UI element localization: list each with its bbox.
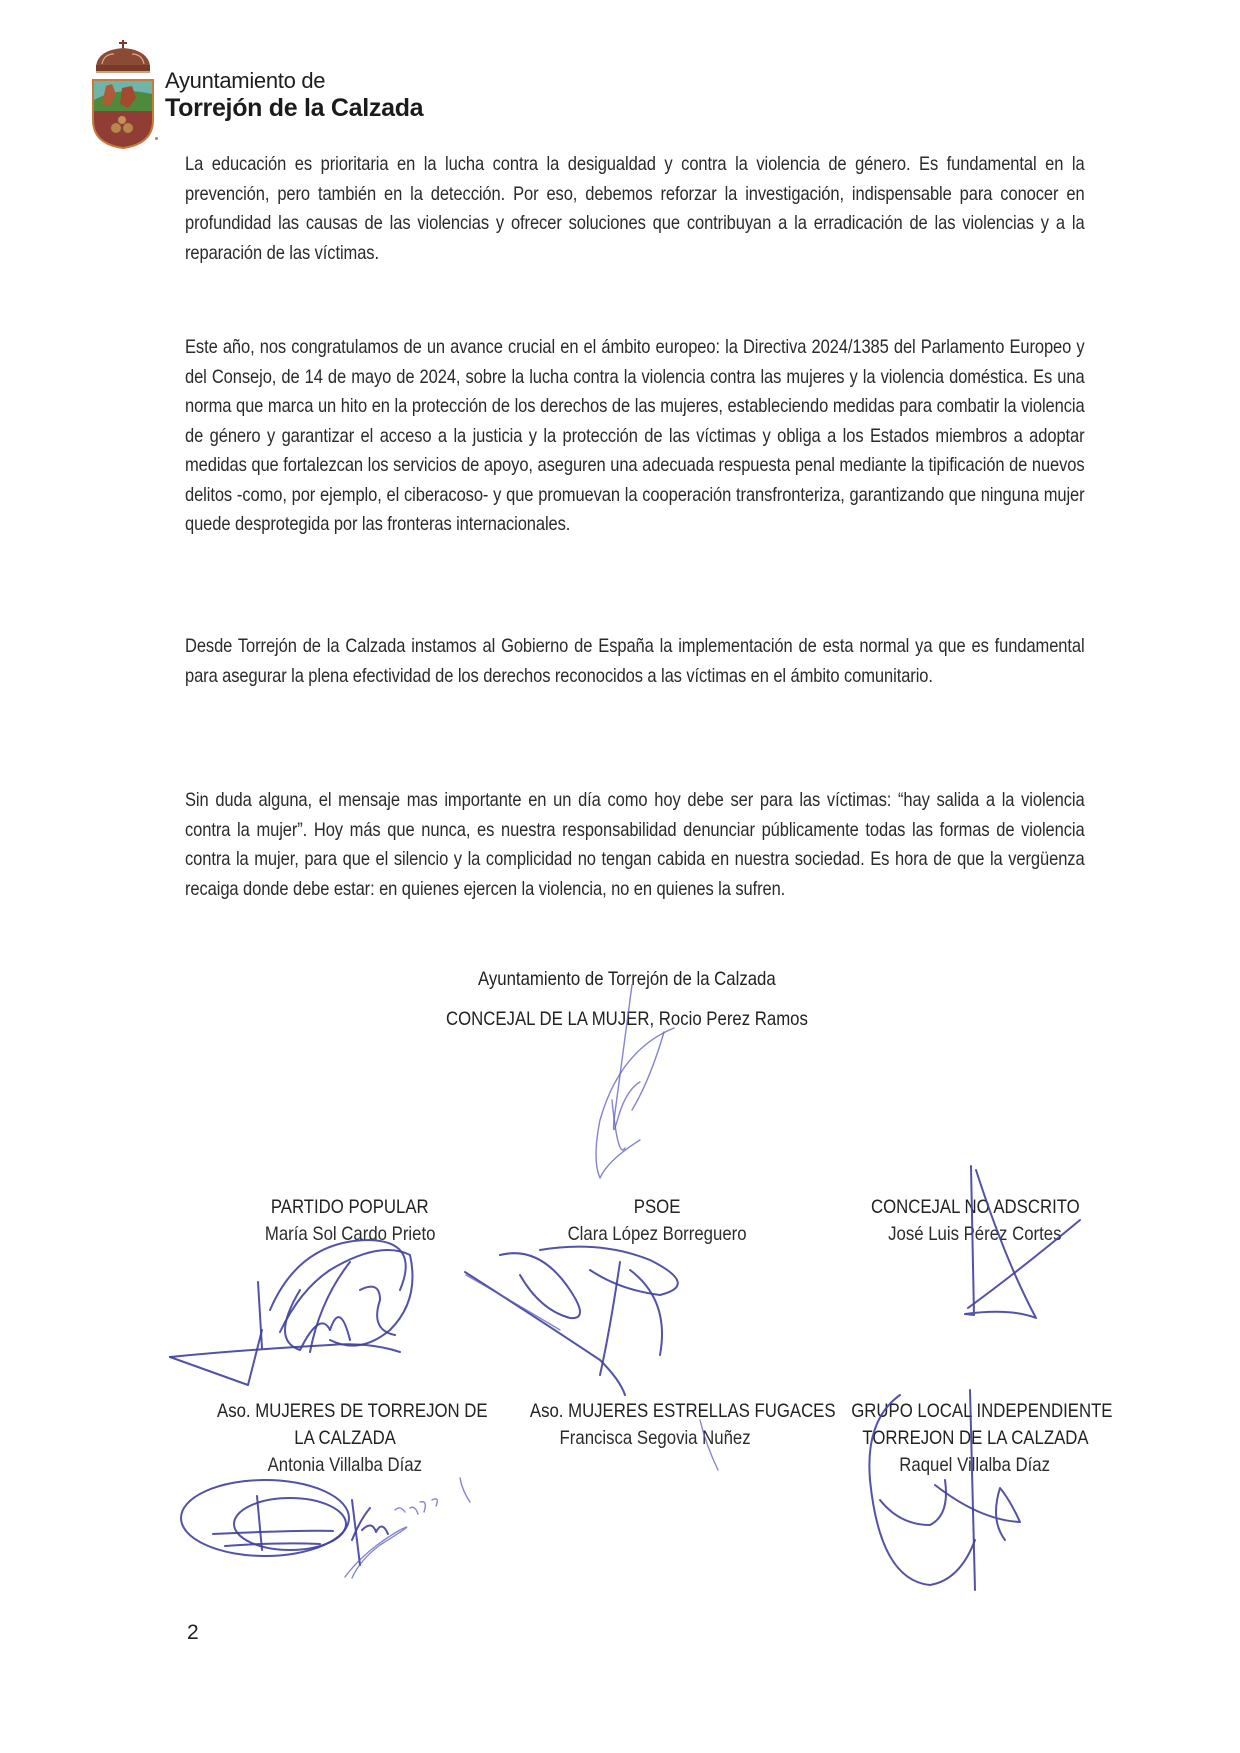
signature-psoe [465,1247,678,1395]
letterhead [88,38,508,153]
signer-grupo-local-independiente [830,1398,1120,1479]
signer-role: CONCEJAL NO ADSCRITO [870,1196,1080,1218]
signature-partido-popular [170,1240,413,1385]
coat-of-arms-icon [88,38,158,150]
paragraph-directive: Este año, nos congratulamos de un avance crucial en el ámbito europeo: la Directiva 2024/1385 del Parlamento Europeo y del Consejo, de 14 de mayo de 2024, sobre la lucha contra la violencia contra las mujeres y la violencia doméstica. Es una norma que marca un hito en la protección de los derechos de las mujeres, estableciendo medidas para combatir la violencia de género y garantizar el acceso a la justicia y la protección de las víctimas y obliga a los Estados miembros a adoptar medidas que fortalezcan los servicios de apoyo, aseguren una adecuada respuesta penal mediante la tipificación de nuevos delitos -como, por ejemplo, el ciberacoso- y que promuevan la cooperación transfronteriza, garantizando que ninguna mujer quede desprotegida por las fronteras internacionales. [185,337,1085,535]
scan-speck [155,137,158,140]
signature-aso-mujeres-torrejon [181,1480,349,1556]
signer-name: Raquel Villalba Díaz [899,1454,1051,1476]
paragraph-government-request: Desde Torrejón de la Calzada instamos al Gobierno de España la implementación de esta normal ya que es fundamental para asegurar la plena efectividad de los derechos reconocidos a las víctimas en el ámbito comunitario. [185,636,1085,687]
signer-role-line2: LA CALZADA [294,1427,396,1449]
signer-role: GRUPO LOCAL INDEPENDIENTE [851,1400,1113,1422]
signer-name: José Luis Pérez Cortes [888,1223,1062,1245]
signer-aso-estrellas-fugaces [505,1398,836,1452]
signer-role: Aso. MUJERES ESTRELLAS FUGACES [529,1400,836,1422]
signer-name: Francisca Segovia Nuñez [559,1427,751,1449]
signer-role-line2: TORREJON DE LA CALZADA [861,1427,1089,1449]
signer-name: Clara López Borreguero [567,1223,747,1245]
signer-concejal-no-adscrito [840,1194,1110,1248]
main-signature-role: CONCEJAL DE LA MUJER, Rocio Perez Ramos [446,1008,808,1030]
paragraph-education: La educación es prioritaria en la lucha contra la desigualdad y contra la violencia de género. Es fundamental en la prevención, pero también en la detección. Por eso, debemos reforzar la investigación, indispensable para conocer en profundidad las causas de las violencias y ofrecer soluciones que contribuyan a la erradicación de las violencias y a la reparación de las víctimas. [185,154,1085,264]
institution-line2: Torrejón de la Calzada [165,94,424,122]
institution-name [165,68,423,122]
signer-role: PARTIDO POPULAR [271,1196,429,1218]
signer-name: Antonia Villalba Díaz [267,1454,423,1476]
signer-role: PSOE [633,1196,681,1218]
signer-partido-popular [215,1194,485,1248]
main-signature-entity: Ayuntamiento de Torrejón de la Calzada [478,968,776,990]
institution-line1: Ayuntamiento de [165,68,326,93]
page-number: 2 [187,1621,199,1644]
paragraph-message: Sin duda alguna, el mensaje mas importante en un día como hoy debe ser para las víctimas: “hay salida a la violencia contra la mujer”. Hoy más que nunca, es nuestra responsabilidad denunciar públicamente todas las formas de violencia contra la mujer, para que el silencio y la complicidad no tengan cabida en nuestra sociedad. Es hora de que la vergüenza recaiga donde debe estar: en quienes ejercen la violencia, no en quienes la sufren. [185,790,1085,900]
signer-psoe [522,1194,792,1248]
signer-role: Aso. MUJERES DE TORREJON DE [217,1400,488,1422]
signer-name: María Sol Cardo Prieto [264,1223,436,1245]
signer-aso-mujeres-torrejon [195,1398,495,1479]
